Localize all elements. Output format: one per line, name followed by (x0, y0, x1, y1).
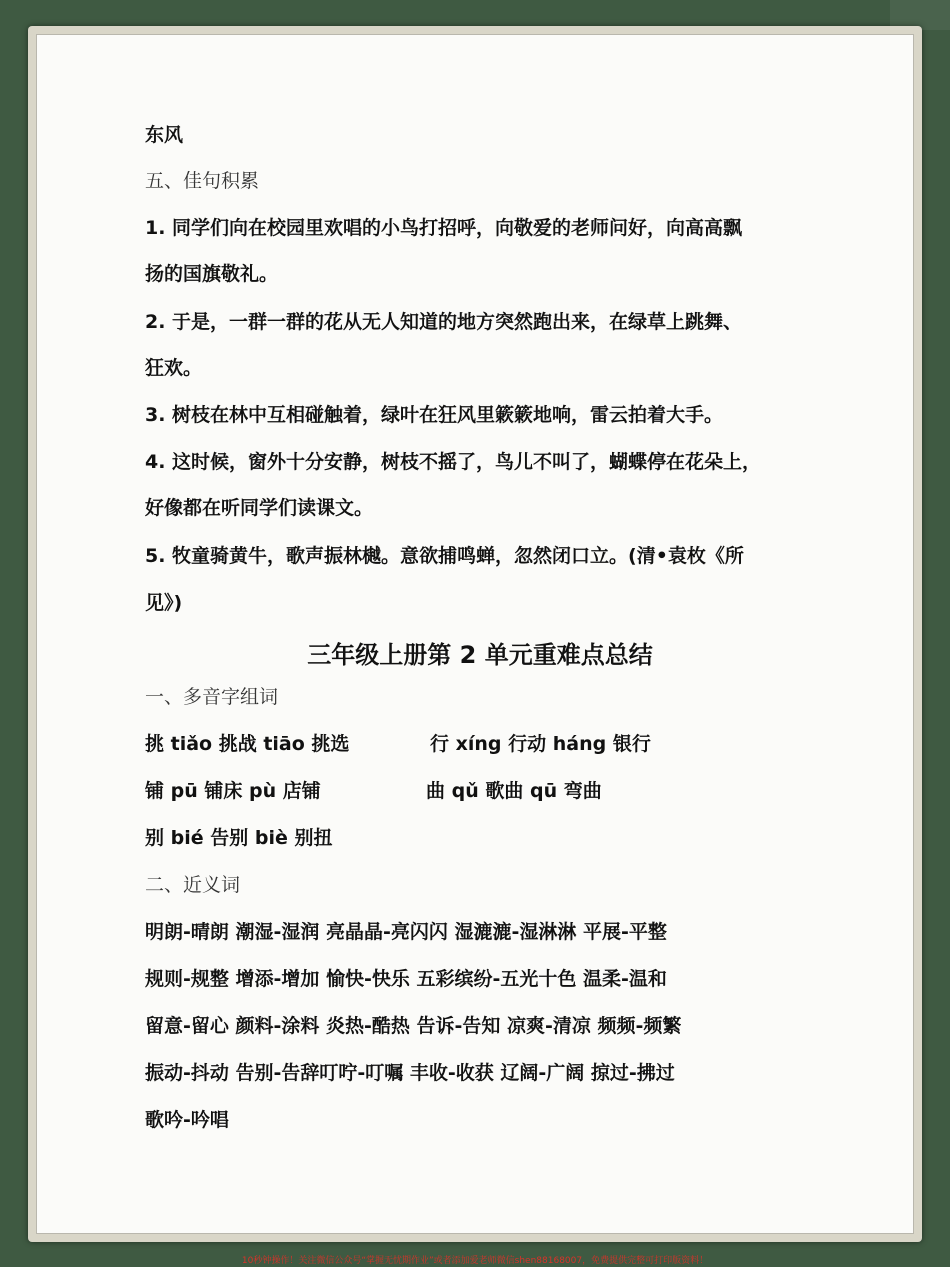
sentence-5-line-2: 见》) (145, 592, 183, 614)
sentence-2-line-2: 狂欢。 (145, 357, 203, 379)
sentence-4-line-2: 好像都在听同学们读课文。 (145, 497, 374, 519)
sentence-2-line-1: 2. 于是，一群一群的花从无人知道的地方突然跑出来，在绿草上跳舞、 (145, 311, 743, 333)
sentence-1-line-1: 1. 同学们向在校园里欢唱的小鸟打招呼，向敬爱的老师问好，向高高飘 (145, 217, 743, 239)
polyphone-qu: 曲 qǔ 歌曲 qū 弯曲 (426, 780, 602, 802)
synonym-row-2: 规则-规整 增添-增加 愉快-快乐 五彩缤纷-五光十色 温柔-温和 (145, 968, 667, 990)
section-heading-polyphones: 一、多音字组词 (145, 686, 279, 708)
polyphone-pu: 铺 pū 铺床 pù 店铺 (145, 780, 321, 802)
continued-word: 东风 (145, 124, 184, 146)
frame-corner-decoration (890, 0, 950, 30)
sentence-5-line-1: 5. 牧童骑黄牛，歌声振林樾。意欲捕鸣蝉，忽然闭口立。(清•袁枚《所 (145, 545, 744, 567)
sentence-3: 3. 树枝在林中互相碰触着，绿叶在狂风里簌簌地响，雷云拍着大手。 (145, 404, 724, 426)
document-page (36, 34, 914, 1234)
synonym-row-3: 留意-留心 颜料-涂料 炎热-酷热 告诉-告知 凉爽-清凉 频频-频繁 (145, 1015, 682, 1037)
synonym-row-5: 歌吟-吟唱 (145, 1109, 229, 1131)
polyphone-bie: 别 bié 告别 biè 别扭 (145, 827, 333, 849)
synonym-row-4: 振动-抖动 告别-告辞叮咛-叮嘱 丰收-收获 辽阔-广阔 掠过-拂过 (145, 1062, 675, 1084)
polyphone-tiao: 挑 tiǎo 挑战 tiāo 挑选 (145, 733, 350, 755)
unit-title: 三年级上册第 2 单元重难点总结 (307, 641, 653, 669)
synonym-row-1: 明朗-晴朗 潮湿-湿润 亮晶晶-亮闪闪 湿漉漉-湿淋淋 平展-平整 (145, 921, 667, 943)
sentence-4-line-1: 4. 这时候，窗外十分安静，树枝不摇了，鸟儿不叫了，蝴蝶停在花朵上， (145, 451, 762, 473)
section-heading-sentences: 五、佳句积累 (145, 170, 260, 192)
footer-notice: 10秒钟操作！关注微信公众号“掌握无忧期作业”或者添加爱老师微信shen88168007，免费提供完整可打印版资料！ (241, 1256, 709, 1266)
polyphone-xing: 行 xíng 行动 háng 银行 (430, 733, 651, 755)
sentence-1-line-2: 扬的国旗敬礼。 (145, 263, 279, 285)
section-heading-synonyms: 二、近义词 (145, 874, 241, 896)
